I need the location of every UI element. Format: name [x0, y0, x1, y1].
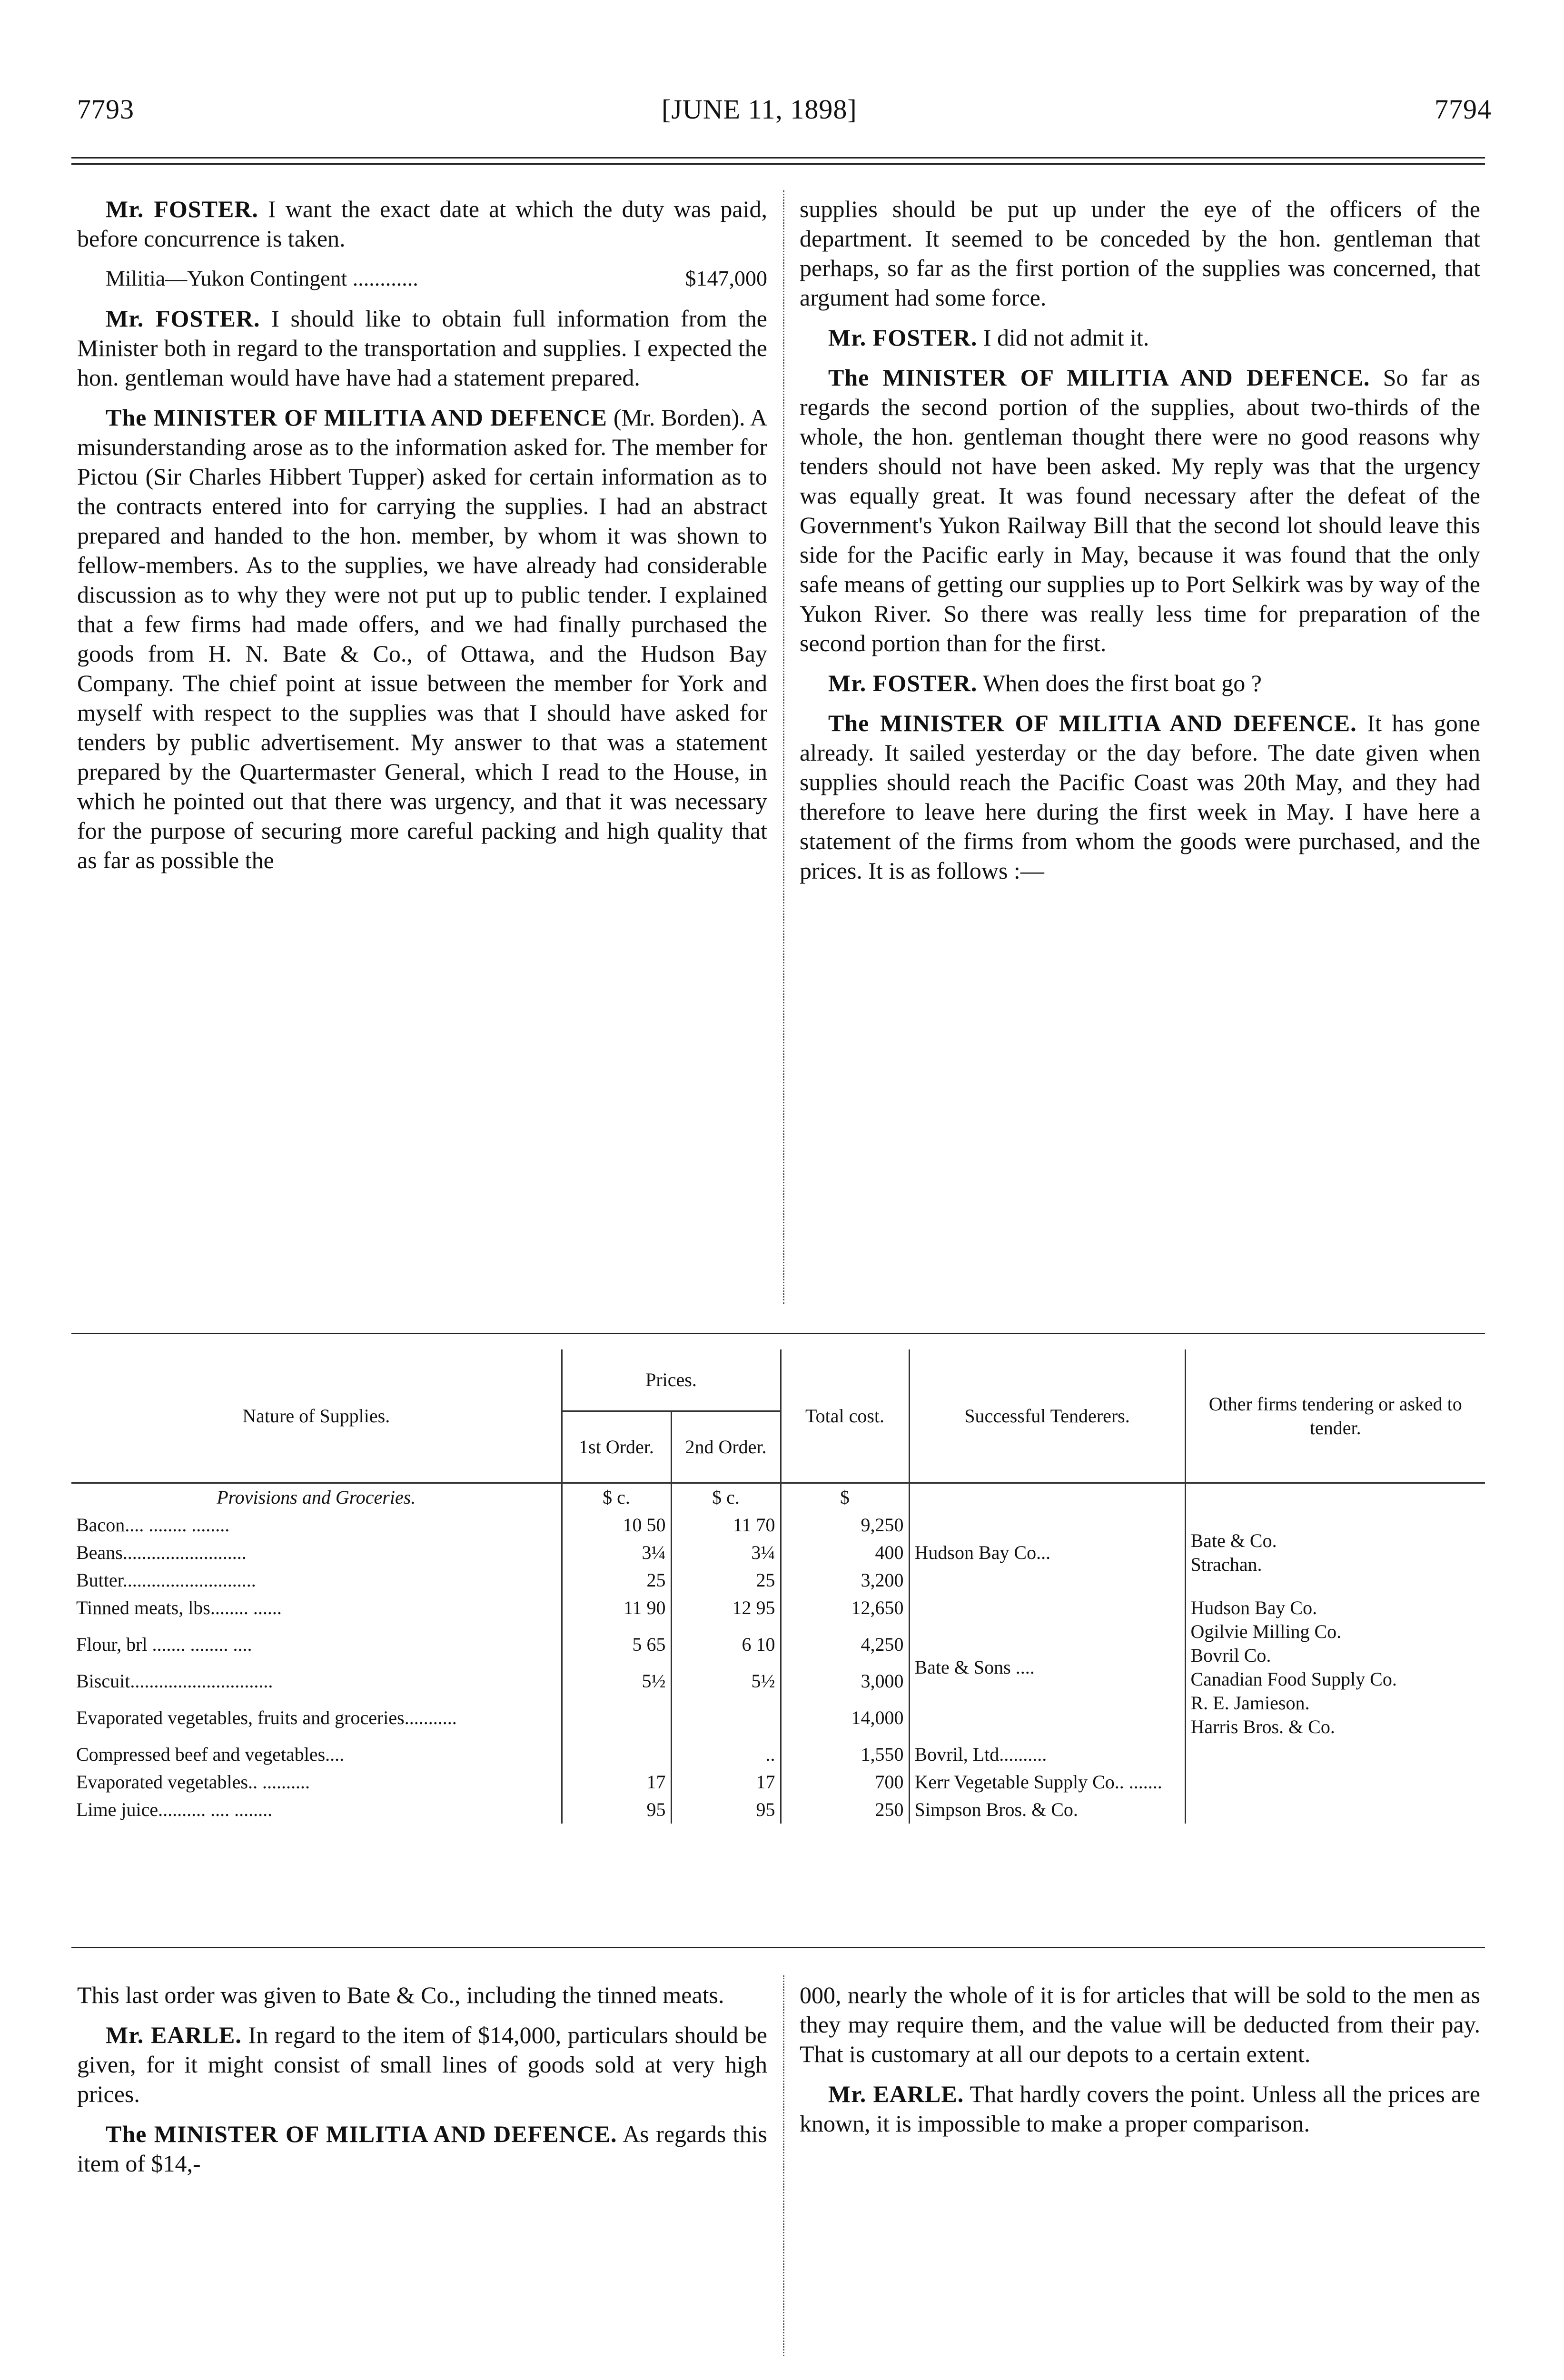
second-order-price: 5½ [671, 1667, 781, 1704]
total-cost: 3,200 [781, 1567, 909, 1594]
table-row [71, 1483, 1485, 1512]
first-order-price: 17 [562, 1768, 671, 1796]
speech-text: I should like to obtain full information from the Minister both in regard to the transportation and supplies. I expected the hon. gentleman would have have had a statement prepared. [77, 305, 767, 391]
second-order-price: 6 10 [671, 1631, 781, 1667]
upper-left-column [77, 194, 767, 885]
paragraph [77, 1980, 767, 2010]
unit-label: $ c. [562, 1483, 671, 1512]
page-date: [JUNE 11, 1898] [662, 94, 857, 125]
other-firm: Strachan. [1190, 1554, 1262, 1575]
speaker: The MINISTER OF MILITIA AND DEFENCE. [106, 2121, 617, 2147]
lower-right-column [800, 1980, 1480, 2149]
speech-text: I did not admit it. [983, 324, 1149, 351]
table-row [71, 1511, 1485, 1539]
first-order-price [562, 1704, 671, 1741]
second-order-price: 12 95 [671, 1594, 781, 1631]
upper-right-column [800, 194, 1480, 896]
supply-item: Compressed beef and vegetables.... [76, 1744, 345, 1765]
paragraph [800, 194, 1480, 312]
page-number-left: 7793 [77, 94, 134, 125]
table-bottom-rule [71, 1947, 1485, 1948]
total-cost: 9,250 [781, 1511, 909, 1539]
speech-text: I want the exact date at which the duty was paid, before concurrence is taken. [77, 196, 767, 252]
header-total: Total cost. [781, 1349, 909, 1483]
paragraph [77, 304, 767, 392]
total-cost: 3,000 [781, 1667, 909, 1704]
header-other-firms: Other firms tendering or asked to tender. [1185, 1349, 1485, 1483]
other-firm: Hudson Bay Co. [1190, 1597, 1317, 1618]
speaker: The MINISTER OF MILITIA AND DEFENCE [106, 404, 607, 431]
other-firm: Bovril Co. [1190, 1645, 1271, 1666]
total-cost: 250 [781, 1796, 909, 1824]
speech-text: When does the first boat go ? [982, 670, 1262, 696]
second-order-price: 17 [671, 1768, 781, 1796]
second-order-price: 95 [671, 1796, 781, 1824]
header-prices: Prices. [562, 1349, 781, 1411]
column-divider [783, 1975, 784, 2356]
other-firm: Ogilvie Milling Co. [1190, 1621, 1342, 1642]
speech-text: 000, nearly the whole of it is for articles that will be sold to the men as they may require them, and the value will be deducted from their pay. That is customary at all our depots to a certain extent. [800, 1982, 1480, 2067]
speaker: The MINISTER OF MILITIA AND DEFENCE. [828, 710, 1357, 736]
first-order-price: 95 [562, 1796, 671, 1824]
first-order-price: 10 50 [562, 1511, 671, 1539]
estimate-item-amount: $147,000 [685, 266, 767, 290]
header-rule [71, 157, 1485, 165]
supply-item: Biscuit.............................. [76, 1670, 273, 1692]
table-row [71, 1741, 1485, 1768]
speaker: Mr. FOSTER. [828, 670, 978, 696]
section-label: Provisions and Groceries. [217, 1487, 416, 1508]
unit-label: $ [781, 1483, 909, 1512]
table-row [71, 1594, 1485, 1631]
tenderer-name: Hudson Bay Co... [914, 1542, 1051, 1563]
speech-text: supplies should be put up under the eye of the officers of the department. It seemed to be conceded by the hon. gentleman that perhaps, so far as the first portion of the supplies was concerned, that argument had some force. [800, 196, 1480, 311]
estimate-item-label: Militia—Yukon Contingent ............ [106, 266, 418, 290]
supply-item: Lime juice.......... .... ........ [76, 1799, 273, 1820]
speaker: Mr. EARLE. [106, 2022, 242, 2048]
speech-text: A misunderstanding arose as to the information asked for. The member for Pictou (Sir Charles Hibbert Tupper) asked for certain information as to the contracts entered into for carrying the supplies. I had an abstract prepared and handed to the hon. member, by whom it was shown to fellow-members. As to the supplies, we have already had considerable discussion as to why they were not put up to public tender. I explained that a few firms had made offers, and we had finally purchased the goods from H. N. Bate & Co., of Ottawa, and the Hudson Bay Company. The chief point at issue between the member for York and myself with respect to the supplies was that I should have asked for tenders by public advertisement. My answer to that was a statement prepared by the Quartermaster General, which I read to the House, in which he pointed out that there was urgency, and that it was necessary for the purpose of securing more careful packing and high quality that as far as possible the [77, 404, 768, 873]
successful-tenderer: Kerr Vegetable Supply Co.. ....... [909, 1768, 1185, 1796]
table-top-rule [71, 1333, 1485, 1334]
header-second-order: 2nd Order. [671, 1411, 781, 1483]
total-cost: 700 [781, 1768, 909, 1796]
supply-item: Evaporated vegetables.. .......... [76, 1771, 310, 1793]
supply-item: Evaporated vegetables, fruits and groceries........... [76, 1707, 457, 1728]
paragraph [800, 323, 1480, 352]
other-firm: Canadian Food Supply Co. [1190, 1668, 1397, 1690]
successful-tenderer: Bovril, Ltd.......... [909, 1741, 1185, 1768]
column-divider [783, 190, 784, 1304]
speaker: Mr. FOSTER. [106, 196, 258, 222]
speech-text: This last order was given to Bate & Co., including the tinned meats. [77, 1982, 724, 2008]
second-order-price [671, 1704, 781, 1741]
paragraph [800, 1980, 1480, 2069]
unit-label: $ c. [671, 1483, 781, 1512]
speech-text: In regard to the item of $14,000, particulars should be given, for it might consist of small lines of goods sold at very high prices. [77, 2022, 767, 2107]
table-row [71, 1768, 1485, 1796]
speech-text: So far as regards the second portion of the supplies, about two-thirds of the whole, the hon. gentleman thought there were no good reasons why tenders should not have been asked. My reply was that the urgency was equally great. It was found necessary after the defeat of the Government's Yukon Railway Bill that the second lot should leave this side for the Pacific early in May, because it was found that the only safe means of getting our supplies up to Port Selkirk was by way of the Yukon River. So there was really less time for preparation of the second portion than for the first. [800, 364, 1481, 656]
header-nature: Nature of Supplies. [242, 1405, 390, 1427]
speaker: Mr. FOSTER. [106, 305, 260, 332]
paragraph [800, 668, 1480, 698]
page-number-right: 7794 [1435, 94, 1492, 125]
supply-item: Beans.......................... [76, 1542, 247, 1563]
estimate-item [77, 264, 767, 293]
total-cost: 1,550 [781, 1741, 909, 1768]
paragraph [77, 2020, 767, 2109]
speech-text: That hardly covers the point. Unless all the prices are known, it is impossible to make a proper comparison. [800, 2081, 1480, 2137]
second-order-price: 11 70 [671, 1511, 781, 1539]
second-order-price: 3¼ [671, 1539, 781, 1567]
first-order-price [562, 1741, 671, 1768]
speaker: Mr. FOSTER. [828, 324, 978, 351]
header-successful: Successful Tenderers. [909, 1349, 1185, 1483]
supply-item: Tinned meats, lbs........ ...... [76, 1597, 282, 1618]
successful-tenderer: Simpson Bros. & Co. [909, 1796, 1185, 1824]
other-firms [1185, 1594, 1485, 1741]
successful-tenderer [909, 1594, 1185, 1741]
first-order-price: 3¼ [562, 1539, 671, 1567]
paragraph [77, 403, 767, 875]
table-row [71, 1796, 1485, 1824]
speaker: Mr. EARLE. [828, 2081, 964, 2107]
first-order-price: 5½ [562, 1667, 671, 1704]
first-order-price: 11 90 [562, 1594, 671, 1631]
speech-text: As regards this item of $14,- [77, 2121, 767, 2177]
other-firms [1185, 1511, 1485, 1594]
successful-tenderer [909, 1511, 1185, 1594]
total-cost: 14,000 [781, 1704, 909, 1741]
other-firm: Harris Bros. & Co. [1190, 1716, 1335, 1737]
second-order-price: 25 [671, 1567, 781, 1594]
supply-item: Flour, brl ....... ........ .... [76, 1634, 252, 1655]
supplies-table [71, 1349, 1485, 1824]
other-firm: Bate & Co. [1190, 1530, 1277, 1551]
paragraph [800, 2079, 1480, 2138]
paragraph [800, 363, 1480, 658]
total-cost: 4,250 [781, 1631, 909, 1667]
supply-item: Butter............................ [76, 1569, 256, 1591]
total-cost: 400 [781, 1539, 909, 1567]
paragraph [77, 194, 767, 253]
second-order-price: .. [671, 1741, 781, 1768]
speech-text: It has gone already. It sailed yesterday or the day before. The date given when supplies should reach the Pacific Coast was 20th May, and they had therefore to leave here during the first week in May. I have here a statement of the firms from whom the goods were purchased, and the prices. It is as follows :— [800, 710, 1480, 884]
first-order-price: 5 65 [562, 1631, 671, 1667]
speaker-name: (Mr. Borden). [613, 404, 745, 431]
total-cost: 12,650 [781, 1594, 909, 1631]
supply-item: Bacon.... ........ ........ [76, 1514, 230, 1536]
header-first-order: 1st Order. [562, 1411, 671, 1483]
tenderer-name: Bate & Sons .... [914, 1656, 1035, 1678]
paragraph [800, 708, 1480, 885]
paragraph [77, 2119, 767, 2178]
other-firm: R. E. Jamieson. [1190, 1692, 1310, 1714]
speaker: The MINISTER OF MILITIA AND DEFENCE. [828, 364, 1370, 391]
first-order-price: 25 [562, 1567, 671, 1594]
lower-left-column [77, 1980, 767, 2189]
